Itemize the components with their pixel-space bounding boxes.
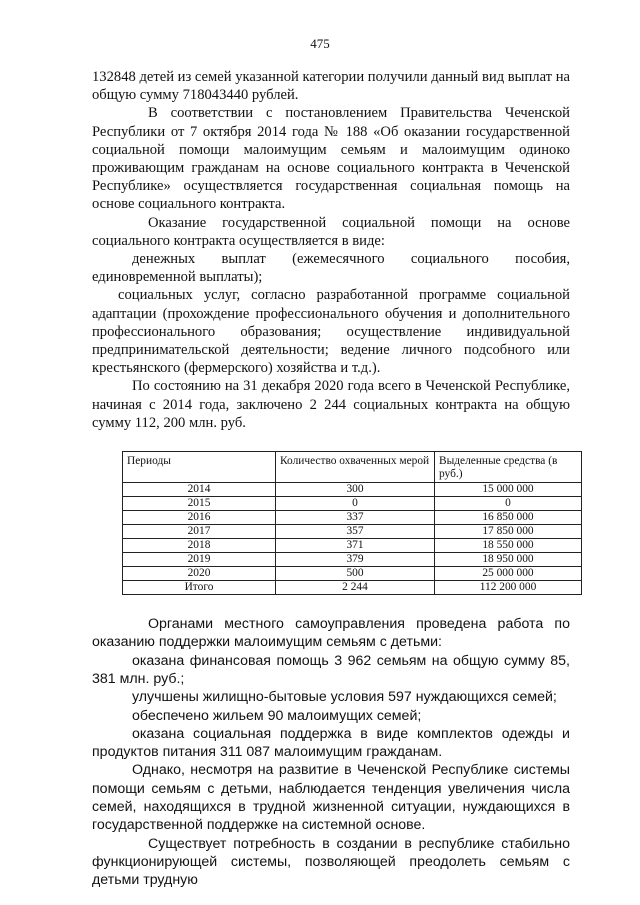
paragraph: В соответствии с постановлением Правительства Чеченской Республики от 7 октября 2014 года № 188 «Об оказании государственной социальной помощи малоимущим семьям и малоимущим одиноко проживающим гражданам на основе социального контракта в Чеченской Республике» осуществляется государственная социальная помощь на основе социального контракта. xyxy=(92,105,570,213)
header-count: Количество охваченных мерой xyxy=(276,452,435,483)
cell-period: Итого xyxy=(123,581,276,595)
list-item: обеспечено жильем 90 малоимущих семей; xyxy=(132,707,422,724)
paragraph: Оказание государственной социальной помощи на основе социального контракта осуществляется в виде: xyxy=(92,214,570,249)
page-number: 475 xyxy=(310,36,330,51)
cell-funds: 17 850 000 xyxy=(435,525,582,539)
cell-period: 2017 xyxy=(123,525,276,539)
document-body xyxy=(92,68,570,890)
cell-funds: 25 000 000 xyxy=(435,567,582,581)
list-item: оказана социальная поддержка в виде комплектов одежды и продуктов питания 311 087 малоимущим гражданам. xyxy=(92,725,570,761)
cell-count: 2 244 xyxy=(276,581,435,595)
table-row xyxy=(123,539,582,553)
cell-funds: 0 xyxy=(435,497,582,511)
table-row xyxy=(123,497,582,511)
social-contracts-table xyxy=(122,451,582,595)
cell-period: 2019 xyxy=(123,553,276,567)
list-item: оказана финансовая помощь 3 962 семьям на общую сумму 85, 381 млн. руб.; xyxy=(92,652,570,687)
list-item: денежных выплат (ежемесячного социального пособия, единовременной выплаты); xyxy=(92,251,570,286)
table-row xyxy=(123,483,582,497)
cell-period: 2014 xyxy=(123,483,276,497)
header-funds: Выделенные средства (в руб.) xyxy=(435,452,582,483)
cell-count: 357 xyxy=(276,525,435,539)
cell-funds: 112 200 000 xyxy=(435,581,582,595)
cell-funds: 18 550 000 xyxy=(435,539,582,553)
list-item: улучшены жилищно-бытовые условия 597 нуждающихся семей; xyxy=(132,689,557,706)
list-item: социальных услуг, согласно разработанной программе социальной адаптации (прохождение профессионального обучения и дополнительного профессионального образования; осуществление индивидуальной предпринимательской деятельности; ведение личного подсобного или крестьянского (фермерского) хозяйства и т.д.). xyxy=(92,287,570,377)
table-row xyxy=(123,511,582,525)
cell-funds: 18 950 000 xyxy=(435,553,582,567)
paragraph: 132848 детей из семей указанной категории получили данный вид выплат на общую сумму 718043440 рублей. xyxy=(92,69,570,104)
text-after-table xyxy=(92,615,570,889)
cell-period: 2020 xyxy=(123,567,276,581)
paragraph: Существует потребность в создании в республике стабильно функционирующей системы, позволяющей преодолеть семьям с детьми трудную xyxy=(92,835,570,889)
cell-period: 2018 xyxy=(123,539,276,553)
cell-count: 0 xyxy=(276,497,435,511)
cell-count: 379 xyxy=(276,553,435,567)
table-row xyxy=(123,567,582,581)
cell-count: 337 xyxy=(276,511,435,525)
table-row xyxy=(123,553,582,567)
cell-count: 371 xyxy=(276,539,435,553)
cell-period: 2015 xyxy=(123,497,276,511)
table-row xyxy=(123,525,582,539)
cell-count: 500 xyxy=(276,567,435,581)
paragraph: Однако, несмотря на развитие в Чеченской Республике системы помощи семьям с детьми, наблюдается тенденция увеличения числа семей, находящихся в трудной жизненной ситуации, нуждающихся в государственной поддержке на системной основе. xyxy=(92,762,570,834)
cell-count: 300 xyxy=(276,483,435,497)
table-total-row xyxy=(123,581,582,595)
table-header-row xyxy=(123,452,582,483)
paragraph: По состоянию на 31 декабря 2020 года всего в Чеченской Республике, начиная с 2014 года, заключено 2 244 социальных контракта на общую сумму 112, 200 млн. руб. xyxy=(92,378,570,431)
paragraph: Органами местного самоуправления проведена работа по оказанию поддержки малоимущим семьям с детьми: xyxy=(92,616,570,651)
cell-period: 2016 xyxy=(123,511,276,525)
cell-funds: 16 850 000 xyxy=(435,511,582,525)
cell-funds: 15 000 000 xyxy=(435,483,582,497)
header-periods: Периоды xyxy=(123,452,276,483)
